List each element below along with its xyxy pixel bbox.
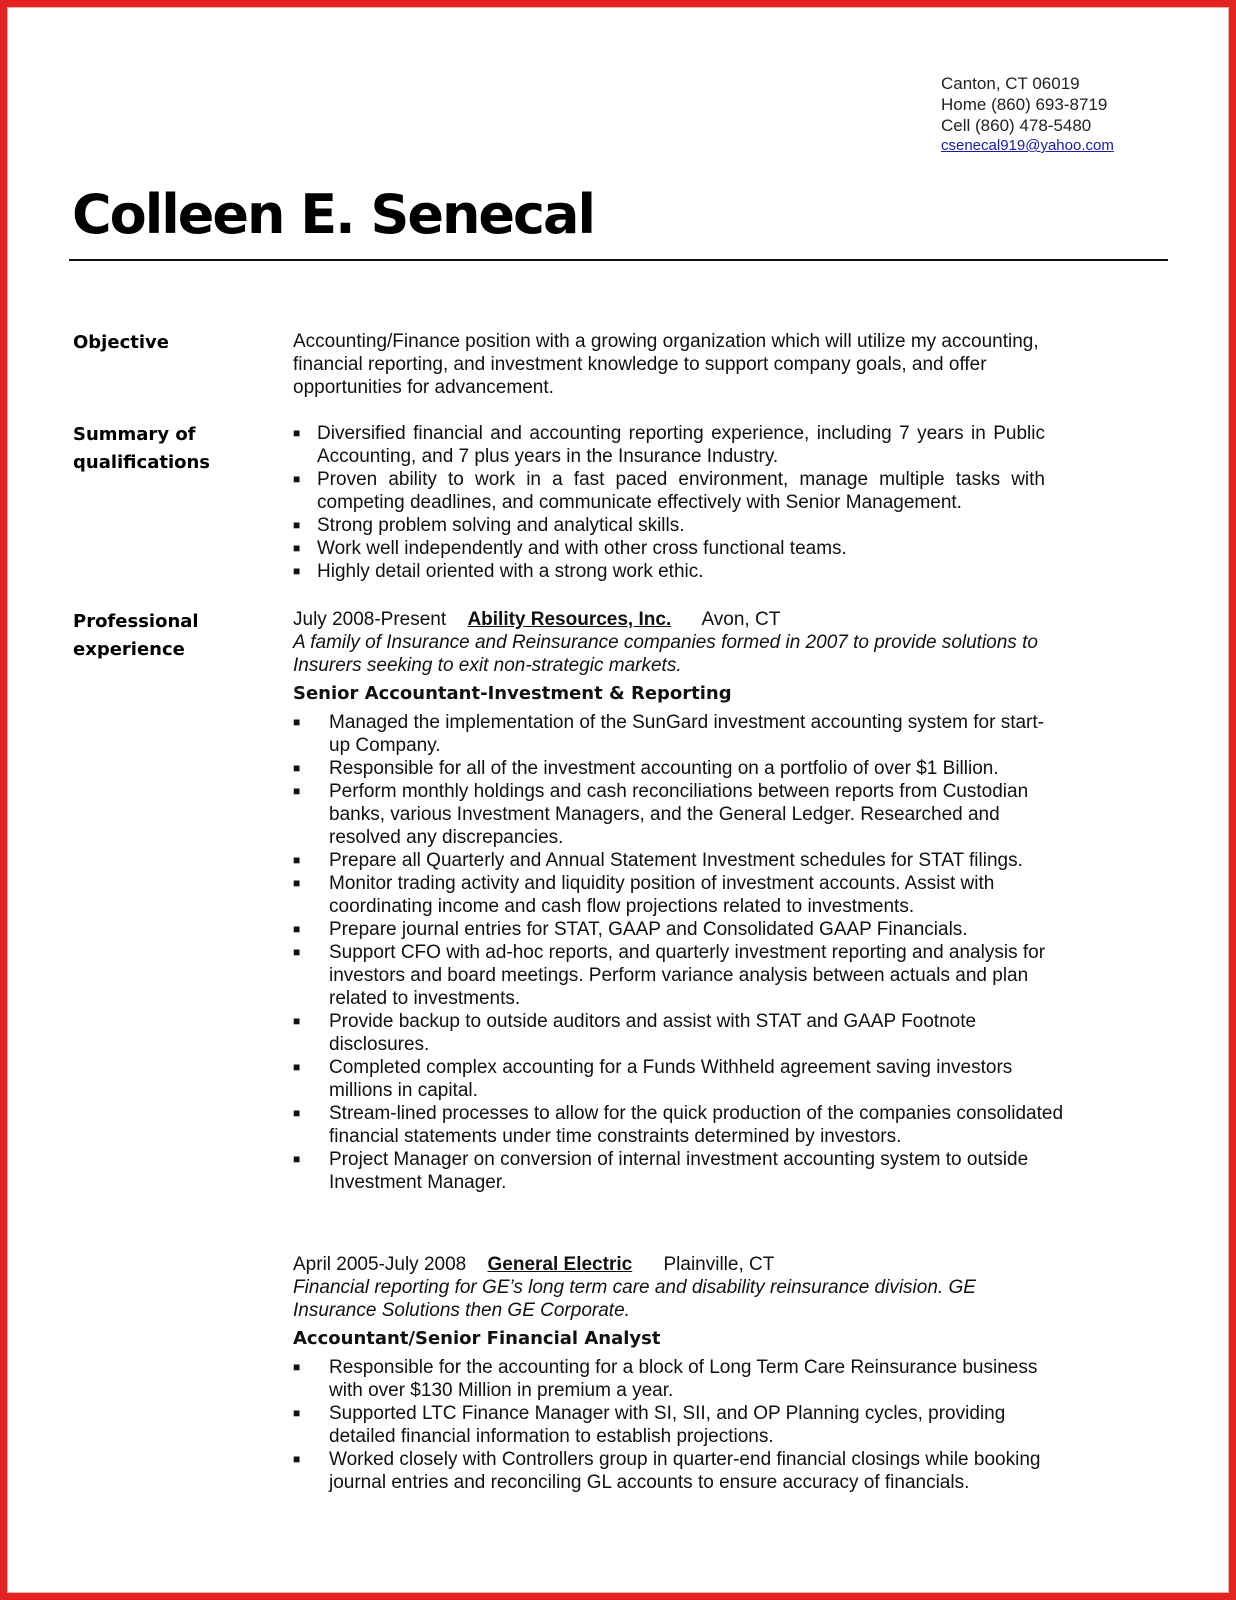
bullet-icon: ■	[293, 1360, 301, 1374]
bullet-icon: ■	[293, 784, 301, 798]
summary-label-line2: qualifications	[73, 452, 211, 473]
applicant-name: Colleen E. Senecal	[72, 183, 594, 246]
list-item: ■ Prepare all Quarterly and Annual Statement Investment schedules for STAT filings.	[293, 850, 1023, 871]
summary-label-line1: Summary of	[73, 424, 196, 445]
bullet-icon: ■	[293, 761, 301, 775]
bullet-icon: ■	[293, 1452, 301, 1466]
list-item: ■ Highly detail oriented with a strong work ethic.	[293, 561, 704, 582]
bullet-icon: ■	[293, 1106, 301, 1120]
job-description: Financial reporting for GE’s long term care and disability reinsurance division. GE Insurance Solutions then GE Corporate.	[293, 1277, 976, 1321]
contact-home-phone: Home (860) 693-8719	[941, 95, 1108, 114]
list-item: ■ Proven ability to work in a fast paced environment, manage multiple tasks with competing deadlines, and communicate effectively with Senior Management.	[293, 469, 1045, 513]
job-header	[293, 608, 1063, 631]
job-title: Accountant/Senior Financial Analyst	[293, 1328, 661, 1349]
bullet-icon: ■	[293, 1060, 301, 1074]
bullet-icon: ■	[293, 426, 301, 440]
list-item: ■ Responsible for the accounting for a block of Long Term Care Reinsurance business with over $130 Million in premium a year.	[293, 1357, 1038, 1401]
bullet-icon: ■	[293, 518, 301, 532]
bullet-icon: ■	[293, 472, 301, 486]
summary-label	[73, 421, 210, 477]
list-item: ■ Perform monthly holdings and cash reconciliations between reports from Custodian banks, various Investment Managers, and the General Ledger. Researched and resolved any discrepancies.	[293, 781, 1029, 848]
job-header	[293, 1253, 1063, 1276]
list-item: ■ Supported LTC Finance Manager with SI, SII, and OP Planning cycles, providing detailed financial information to establish projections.	[293, 1403, 1006, 1447]
bullet-icon: ■	[293, 715, 301, 729]
list-item: ■ Worked closely with Controllers group in quarter-end financial closings while booking journal entries and reconciling GL accounts to ensure accuracy of financials.	[293, 1449, 1041, 1493]
list-item: ■ Work well independently and with other cross functional teams.	[293, 538, 847, 559]
contact-address: Canton, CT 06019	[941, 74, 1080, 93]
job-dates: July 2008-Present	[293, 609, 447, 630]
experience-label-line2: experience	[73, 639, 185, 660]
job-entry	[293, 608, 1063, 1194]
objective-text: Accounting/Finance position with a growing organization which will utilize my accounting, financial reporting, and investment knowledge to support company goals, and offer opportunities for advancement.	[293, 331, 1039, 398]
contact-email-link[interactable]: csenecal919@yahoo.com	[941, 137, 1114, 154]
bullet-icon: ■	[293, 1152, 301, 1166]
objective-label: Objective	[73, 332, 169, 353]
bullet-icon: ■	[293, 853, 301, 867]
list-item: ■ Project Manager on conversion of internal investment accounting system to outside Investment Manager.	[293, 1149, 1029, 1193]
contact-block	[941, 73, 1114, 155]
list-item: ■ Responsible for all of the investment accounting on a portfolio of over $1 Billion.	[293, 758, 999, 779]
job-location: Avon, CT	[701, 609, 781, 630]
list-item: ■ Completed complex accounting for a Funds Withheld agreement saving investors millions in capital.	[293, 1057, 1013, 1101]
list-item: ■ Stream-lined processes to allow for the quick production of the companies consolidated financial statements under time constraints determined by investors.	[293, 1103, 1064, 1147]
list-item: ■ Provide backup to outside auditors and assist with STAT and GAAP Footnote disclosures.	[293, 1011, 977, 1055]
bullet-icon: ■	[293, 564, 301, 578]
bullet-icon: ■	[293, 1406, 301, 1420]
bullet-icon: ■	[293, 1014, 301, 1028]
header-divider	[69, 259, 1168, 261]
job-location: Plainville, CT	[663, 1254, 775, 1275]
list-item: ■ Support CFO with ad-hoc reports, and quarterly investment reporting and analysis for investors and board meetings. Perform variance analysis between actuals and plan related to investments.	[293, 942, 1046, 1009]
bullet-icon: ■	[293, 541, 301, 555]
contact-cell-phone: Cell (860) 478-5480	[941, 116, 1092, 135]
job-entry	[293, 1253, 1063, 1494]
list-item: ■ Diversified financial and accounting reporting experience, including 7 years in Public Accounting, and 7 plus years in the Insurance Industry.	[293, 423, 1045, 467]
job-description: A family of Insurance and Reinsurance companies formed in 2007 to provide solutions to Insurers seeking to exit non-strategic markets.	[293, 632, 1038, 676]
experience-label	[73, 608, 199, 664]
list-item: ■ Prepare journal entries for STAT, GAAP and Consolidated GAAP Financials.	[293, 919, 968, 940]
bullet-icon: ■	[293, 876, 301, 890]
list-item: ■ Monitor trading activity and liquidity position of investment accounts. Assist with coordinating income and cash flow projections related to investments.	[293, 873, 995, 917]
job-dates: April 2005-July 2008	[293, 1254, 467, 1275]
summary-list	[293, 422, 1045, 583]
experience-label-line1: Professional	[73, 611, 199, 632]
list-item: ■ Managed the implementation of the SunGard investment accounting system for start-up Company.	[293, 712, 1044, 756]
bullet-icon: ■	[293, 922, 301, 936]
bullet-icon: ■	[293, 945, 301, 959]
job-company: General Electric	[487, 1254, 633, 1275]
job-title: Senior Accountant-Investment & Reporting	[293, 683, 732, 704]
list-item: ■ Strong problem solving and analytical skills.	[293, 515, 685, 536]
job-company: Ability Resources, Inc.	[467, 609, 672, 630]
